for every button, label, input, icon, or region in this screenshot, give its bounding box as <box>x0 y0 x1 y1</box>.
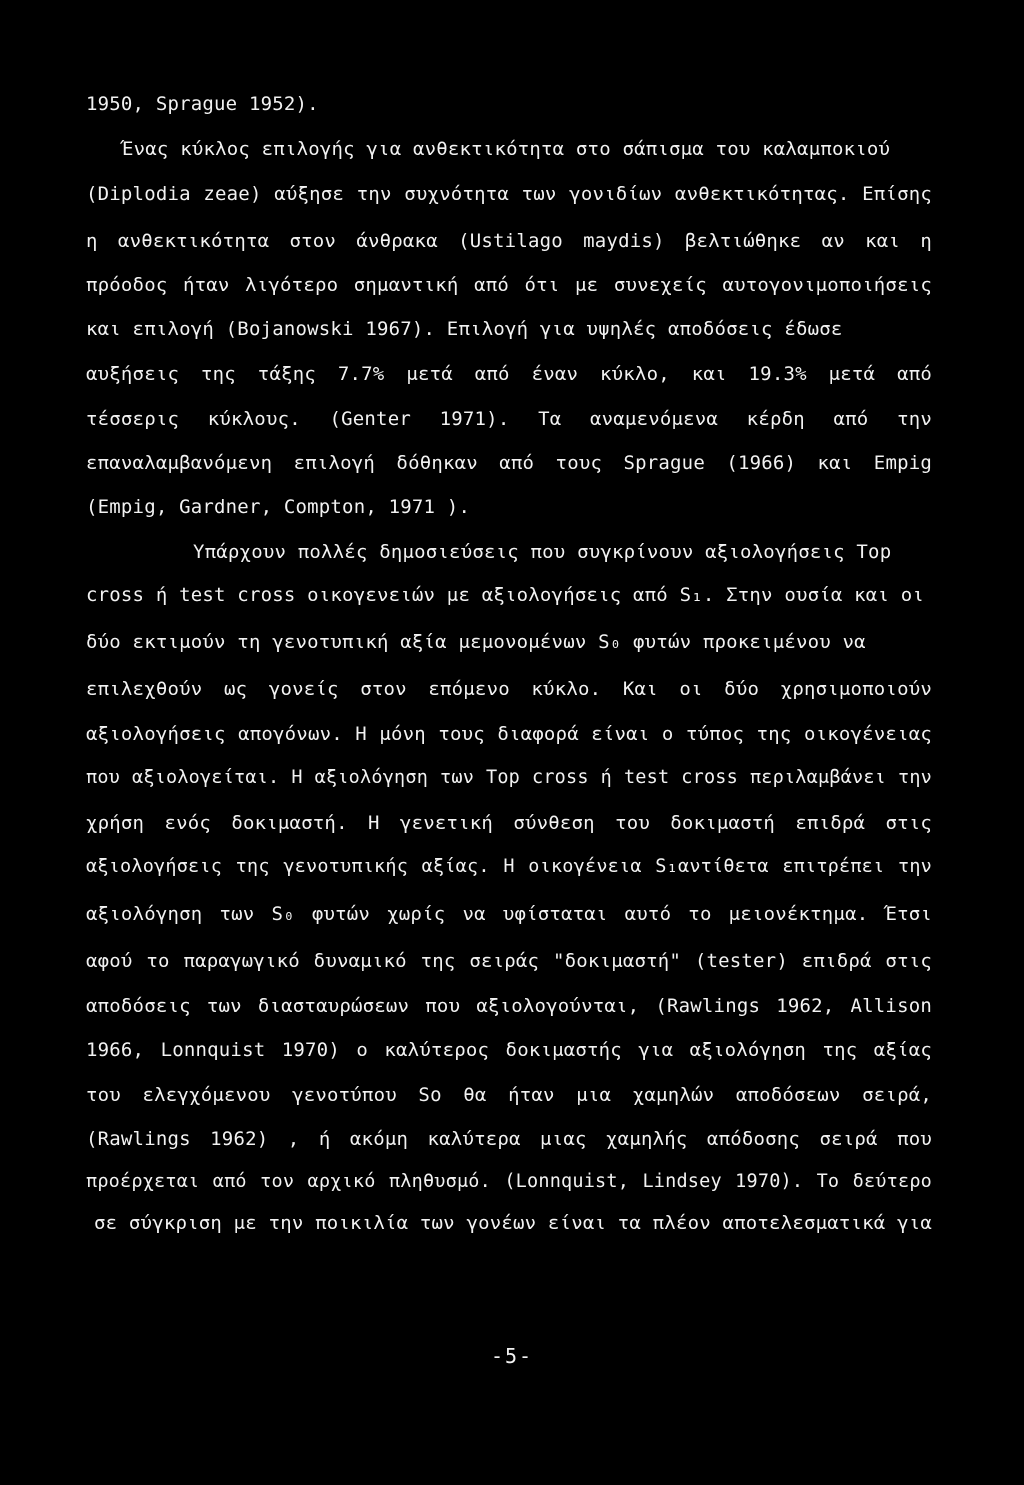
text-line: Ένας κύκλος επιλογής για ανθεκτικότητα στο σάπισμα του καλαμποκιού <box>122 138 891 160</box>
text-line: και επιλογή (Bojanowski 1967). Επιλογή για υψηλές αποδόσεις έδωσε <box>86 318 843 340</box>
text-line: cross ή test cross οικογενειών με αξιολογήσεις από S₁. Στην ουσία και οι <box>86 584 925 606</box>
text-line: σε σύγκριση με την ποικιλία των γονέων είναι τα πλέον αποτελεσματικά για <box>94 1212 933 1234</box>
text-line: του ελεγχόμενου γενοτύπου So θα ήταν μια χαμηλών αποδόσεων σειρά, <box>86 1084 932 1106</box>
text-line: αξιολόγηση των S₀ φυτών χωρίς να υφίσταται αυτό το μειονέκτημα. Έτσι <box>86 903 932 925</box>
text-line: τέσσερις κύκλους. (Genter 1971). Τα αναμενόμενα κέρδη από την <box>86 408 932 430</box>
text-line: επιλεχθούν ως γονείς στον επόμενο κύκλο. Και οι δύο χρησιμοποιούν <box>86 678 932 700</box>
text-line: αυξήσεις της τάξης 7.7% μετά από έναν κύκλο, και 19.3% μετά από <box>86 363 932 385</box>
text-line: (Empig, Gardner, Compton, 1971 ). <box>86 496 471 518</box>
text-line: πρόοδος ήταν λιγότερο σημαντική από ότι με συνεχείς αυτογονιμοποιήσεις <box>86 274 932 296</box>
page-number: -5- <box>490 1344 534 1368</box>
text-line: 1966, Lonnquist 1970) ο καλύτερος δοκιμαστής για αξιολόγηση της αξίας <box>86 1039 932 1061</box>
text-line: η ανθεκτικότητα στον άνθρακα (Ustilago maydis) βελτιώθηκε αν και η <box>86 230 932 252</box>
text-line: αξιολογήσεις της γενοτυπικής αξίας. Η οικογένεια S₁αντίθετα επιτρέπει την <box>86 856 932 877</box>
text-line: δύο εκτιμούν τη γενοτυπική αξία μεμονομένων S₀ φυτών προκειμένου να <box>86 631 866 653</box>
text-line: επαναλαμβανόμενη επιλογή δόθηκαν από τους Sprague (1966) και Empig <box>86 452 932 474</box>
text-line: (Rawlings 1962) , ή ακόμη καλύτερα μιας χαμηλής απόδοσης σειρά που <box>86 1128 932 1150</box>
text-line: αποδόσεις των διασταυρώσεων που αξιολογούνται, (Rawlings 1962, Allison <box>86 995 932 1017</box>
text-line: αφού το παραγωγικό δυναμικό της σειράς "δοκιμαστή" (tester) επιδρά στις <box>86 950 932 972</box>
text-line: που αξιολογείται. Η αξιολόγηση των Top cross ή test cross περιλαμβάνει την <box>86 767 932 788</box>
text-line: προέρχεται από τον αρχικό πληθυσμό. (Lonnquist, Lindsey 1970). Το δεύτερο <box>86 1171 932 1192</box>
text-line: 1950, Sprague 1952). <box>86 93 319 115</box>
text-line: χρήση ενός δοκιμαστή. Η γενετική σύνθεση του δοκιμαστή επιδρά στις <box>86 812 932 834</box>
text-line: Υπάρχουν πολλές δημοσιεύσεις που συγκρίνουν αξιολογήσεις Top <box>193 541 892 563</box>
text-line: αξιολογήσεις απογόνων. Η μόνη τους διαφορά είναι ο τύπος της οικογένειας <box>86 723 932 745</box>
text-line: (Diplodia zeae) αύξησε την συχνότητα των γονιδίων ανθεκτικότητας. Επίσης <box>86 183 932 205</box>
